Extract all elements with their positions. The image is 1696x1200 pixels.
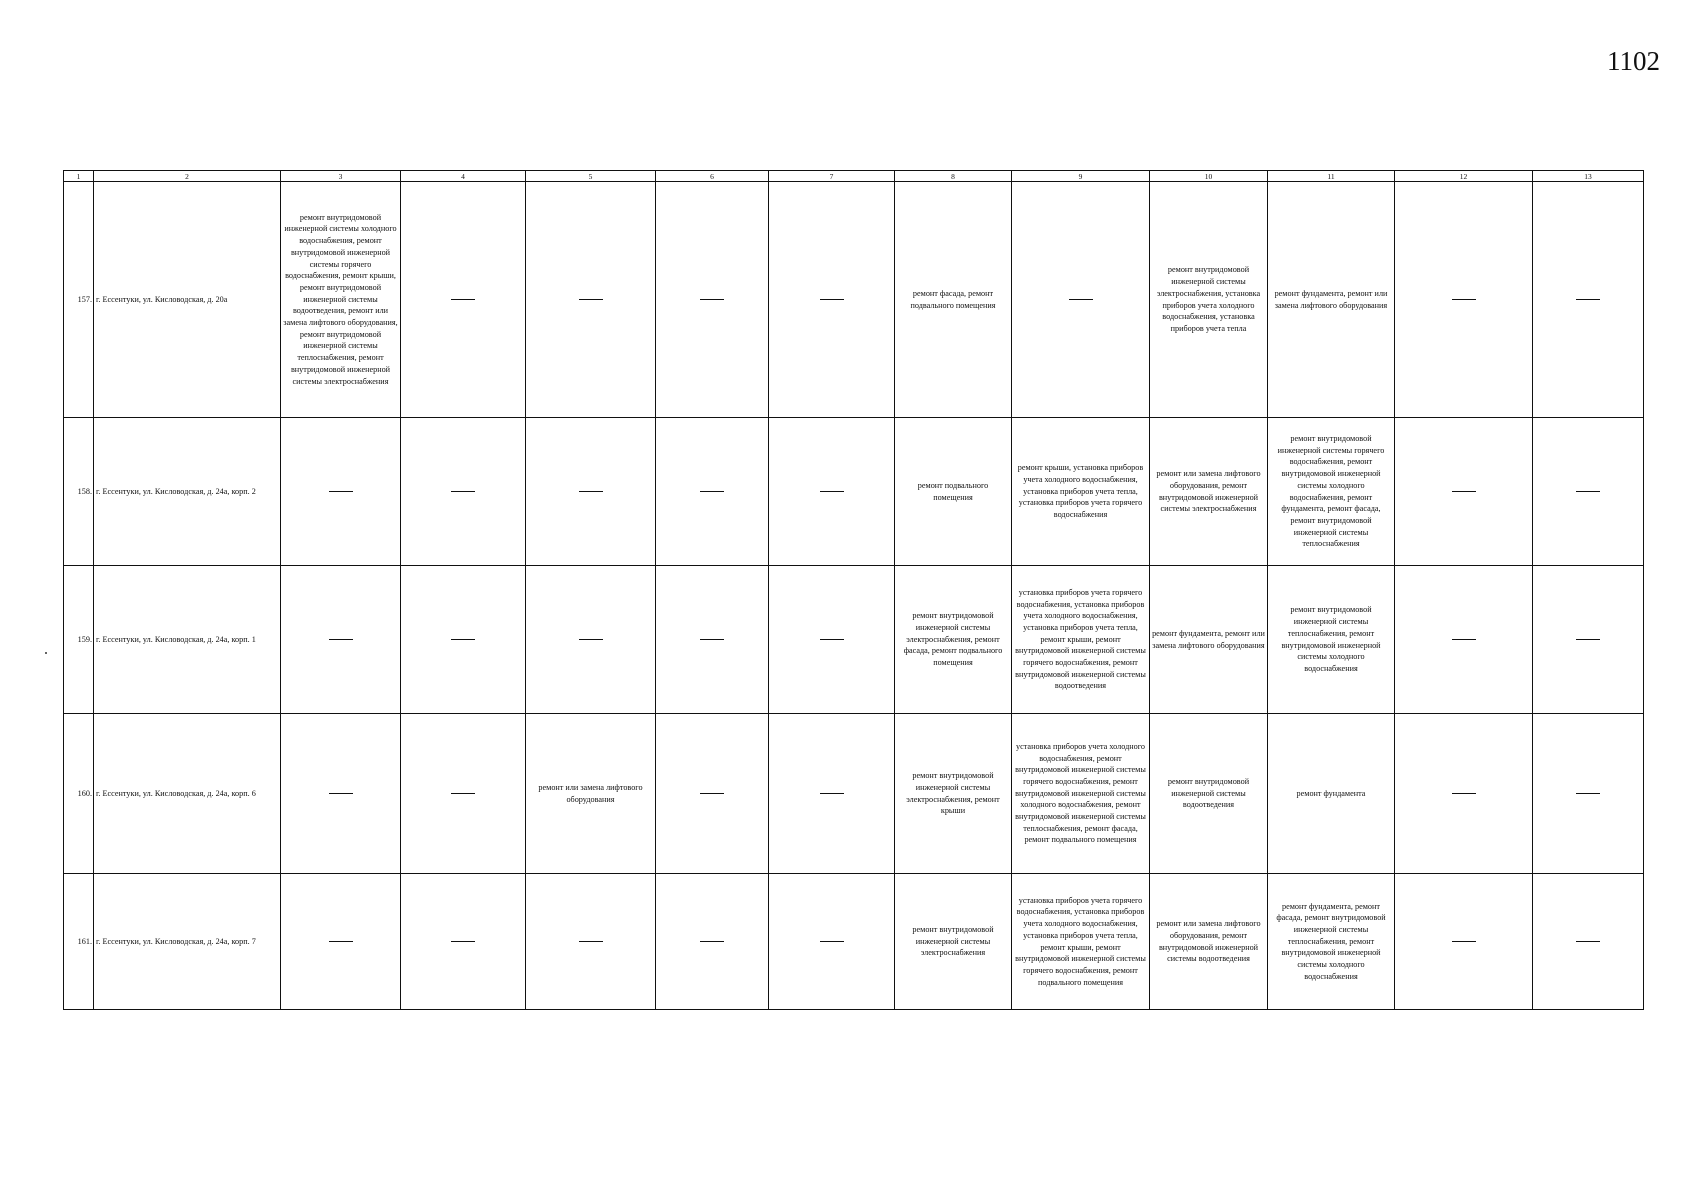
work-cell xyxy=(1395,182,1533,418)
repair-schedule-table xyxy=(63,170,1644,1010)
work-cell: ремонт фундамента, ремонт фасада, ремонт внутридомовой инженерной системы теплоснабжения, ремонт внутридомовой инженерной системы холодного водоснабжения xyxy=(1268,874,1395,1010)
address-cell: г. Ессентуки, ул. Кисловодская, д. 24а, корп. 7 xyxy=(94,874,281,1010)
work-cell xyxy=(1533,714,1644,874)
column-header: 6 xyxy=(656,171,769,182)
work-cell: ремонт или замена лифтового оборудования xyxy=(526,714,656,874)
work-cell xyxy=(1533,182,1644,418)
work-cell: ремонт внутридомовой инженерной системы электроснабжения, ремонт крыши xyxy=(895,714,1012,874)
work-cell: ремонт внутридомовой инженерной системы электроснабжения, ремонт фасада, ремонт подвального помещения xyxy=(895,566,1012,714)
empty-dash xyxy=(820,941,844,942)
work-cell xyxy=(656,714,769,874)
empty-dash xyxy=(820,793,844,794)
work-cell: установка приборов учета горячего водоснабжения, установка приборов учета холодного водоснабжения, установка приборов учета тепла, ремонт крыши, ремонт внутридомовой инженерной системы горячего водоснабжения, ремонт внутридомовой инженерной системы водоотведения xyxy=(1012,566,1150,714)
work-cell xyxy=(1395,418,1533,566)
scan-speck xyxy=(45,652,47,654)
empty-dash xyxy=(329,793,353,794)
work-cell xyxy=(281,874,401,1010)
empty-dash xyxy=(579,941,603,942)
work-cell: ремонт внутридомовой инженерной системы холодного водоснабжения, ремонт внутридомовой инженерной системы горячего водоснабжения, ремонт крыши, ремонт внутридомовой инженерной системы водоотведения, ремонт или замена лифтового оборудования, ремонт внутридомовой инженерной системы теплоснабжения, ремонт внутридомовой инженерной системы электроснабжения xyxy=(281,182,401,418)
empty-dash xyxy=(1069,299,1093,300)
row-number: 159. xyxy=(64,566,94,714)
work-cell: ремонт внутридомовой инженерной системы электроснабжения, установка приборов учета холодного водоснабжения, установка приборов учета тепла xyxy=(1150,182,1268,418)
column-header: 9 xyxy=(1012,171,1150,182)
work-cell: ремонт фундамента, ремонт или замена лифтового оборудования xyxy=(1150,566,1268,714)
empty-dash xyxy=(820,299,844,300)
work-cell xyxy=(1395,714,1533,874)
row-number: 160. xyxy=(64,714,94,874)
empty-dash xyxy=(329,491,353,492)
empty-dash xyxy=(329,639,353,640)
column-header: 1 xyxy=(64,171,94,182)
column-header: 13 xyxy=(1533,171,1644,182)
work-cell xyxy=(401,874,526,1010)
work-cell xyxy=(1395,874,1533,1010)
empty-dash xyxy=(820,639,844,640)
address-cell: г. Ессентуки, ул. Кисловодская, д. 20а xyxy=(94,182,281,418)
table-row xyxy=(64,714,1644,874)
column-header: 3 xyxy=(281,171,401,182)
column-header: 7 xyxy=(769,171,895,182)
column-header: 2 xyxy=(94,171,281,182)
work-cell: ремонт внутридомовой инженерной системы водоотведения xyxy=(1150,714,1268,874)
column-number-row xyxy=(64,171,1644,182)
work-cell xyxy=(1533,874,1644,1010)
empty-dash xyxy=(1576,941,1600,942)
empty-dash xyxy=(451,299,475,300)
empty-dash xyxy=(820,491,844,492)
work-cell: ремонт фасада, ремонт подвального помещения xyxy=(895,182,1012,418)
empty-dash xyxy=(1452,639,1476,640)
work-cell: установка приборов учета холодного водоснабжения, ремонт внутридомовой инженерной системы горячего водоснабжения, ремонт внутридомовой инженерной системы холодного водоснабжения, ремонт внутридомовой инженерной системы теплоснабжения, ремонт фасада, ремонт подвального помещения xyxy=(1012,714,1150,874)
address-cell: г. Ессентуки, ул. Кисловодская, д. 24а, корп. 1 xyxy=(94,566,281,714)
empty-dash xyxy=(579,491,603,492)
table-row xyxy=(64,566,1644,714)
empty-dash xyxy=(579,639,603,640)
work-cell: ремонт или замена лифтового оборудования, ремонт внутридомовой инженерной системы водоотведения xyxy=(1150,874,1268,1010)
work-cell xyxy=(1012,182,1150,418)
work-cell xyxy=(401,566,526,714)
work-cell: ремонт внутридомовой инженерной системы теплоснабжения, ремонт внутридомовой инженерной системы холодного водоснабжения xyxy=(1268,566,1395,714)
table-row xyxy=(64,418,1644,566)
work-cell xyxy=(526,418,656,566)
empty-dash xyxy=(700,639,724,640)
empty-dash xyxy=(451,491,475,492)
address-cell: г. Ессентуки, ул. Кисловодская, д. 24а, корп. 2 xyxy=(94,418,281,566)
empty-dash xyxy=(329,941,353,942)
work-cell: ремонт фундамента xyxy=(1268,714,1395,874)
work-cell xyxy=(656,182,769,418)
work-cell: ремонт подвального помещения xyxy=(895,418,1012,566)
work-cell xyxy=(1533,566,1644,714)
work-cell xyxy=(526,566,656,714)
work-cell xyxy=(769,566,895,714)
column-header: 8 xyxy=(895,171,1012,182)
work-cell xyxy=(526,182,656,418)
work-cell xyxy=(281,714,401,874)
empty-dash xyxy=(451,639,475,640)
work-cell xyxy=(1395,566,1533,714)
empty-dash xyxy=(700,491,724,492)
column-header: 4 xyxy=(401,171,526,182)
empty-dash xyxy=(1452,941,1476,942)
work-cell xyxy=(281,566,401,714)
empty-dash xyxy=(1576,639,1600,640)
work-cell xyxy=(401,714,526,874)
empty-dash xyxy=(1452,491,1476,492)
work-cell: ремонт или замена лифтового оборудования, ремонт внутридомовой инженерной системы электроснабжения xyxy=(1150,418,1268,566)
work-cell: ремонт внутридомовой инженерной системы электроснабжения xyxy=(895,874,1012,1010)
empty-dash xyxy=(700,793,724,794)
table-row xyxy=(64,874,1644,1010)
address-cell: г. Ессентуки, ул. Кисловодская, д. 24а, корп. 6 xyxy=(94,714,281,874)
page-number: 1102 xyxy=(1607,46,1660,76)
empty-dash xyxy=(1452,793,1476,794)
work-cell xyxy=(281,418,401,566)
work-cell: ремонт крыши, установка приборов учета холодного водоснабжения, установка приборов учета тепла, установка приборов учета горячего водоснабжения xyxy=(1012,418,1150,566)
empty-dash xyxy=(579,299,603,300)
work-cell xyxy=(656,566,769,714)
work-cell xyxy=(769,182,895,418)
empty-dash xyxy=(1576,299,1600,300)
empty-dash xyxy=(1576,491,1600,492)
column-header: 11 xyxy=(1268,171,1395,182)
work-cell xyxy=(769,874,895,1010)
row-number: 158. xyxy=(64,418,94,566)
empty-dash xyxy=(451,793,475,794)
work-cell: установка приборов учета горячего водоснабжения, установка приборов учета холодного водоснабжения, установка приборов учета тепла, ремонт крыши, ремонт внутридомовой инженерной системы горячего водоснабжения, ремонт подвального помещения xyxy=(1012,874,1150,1010)
work-cell xyxy=(656,418,769,566)
work-cell xyxy=(401,182,526,418)
work-cell xyxy=(526,874,656,1010)
empty-dash xyxy=(1576,793,1600,794)
table-row xyxy=(64,182,1644,418)
work-cell: ремонт внутридомовой инженерной системы горячего водоснабжения, ремонт внутридомовой инженерной системы холодного водоснабжения, ремонт фундамента, ремонт фасада, ремонт внутридомовой инженерной системы теплоснабжения xyxy=(1268,418,1395,566)
column-header: 10 xyxy=(1150,171,1268,182)
work-cell xyxy=(656,874,769,1010)
empty-dash xyxy=(700,299,724,300)
empty-dash xyxy=(1452,299,1476,300)
work-cell xyxy=(769,418,895,566)
work-cell xyxy=(401,418,526,566)
column-header: 12 xyxy=(1395,171,1533,182)
work-cell xyxy=(1533,418,1644,566)
empty-dash xyxy=(451,941,475,942)
work-cell: ремонт фундамента, ремонт или замена лифтового оборудования xyxy=(1268,182,1395,418)
work-cell xyxy=(769,714,895,874)
column-header: 5 xyxy=(526,171,656,182)
row-number: 161. xyxy=(64,874,94,1010)
row-number: 157. xyxy=(64,182,94,418)
empty-dash xyxy=(700,941,724,942)
